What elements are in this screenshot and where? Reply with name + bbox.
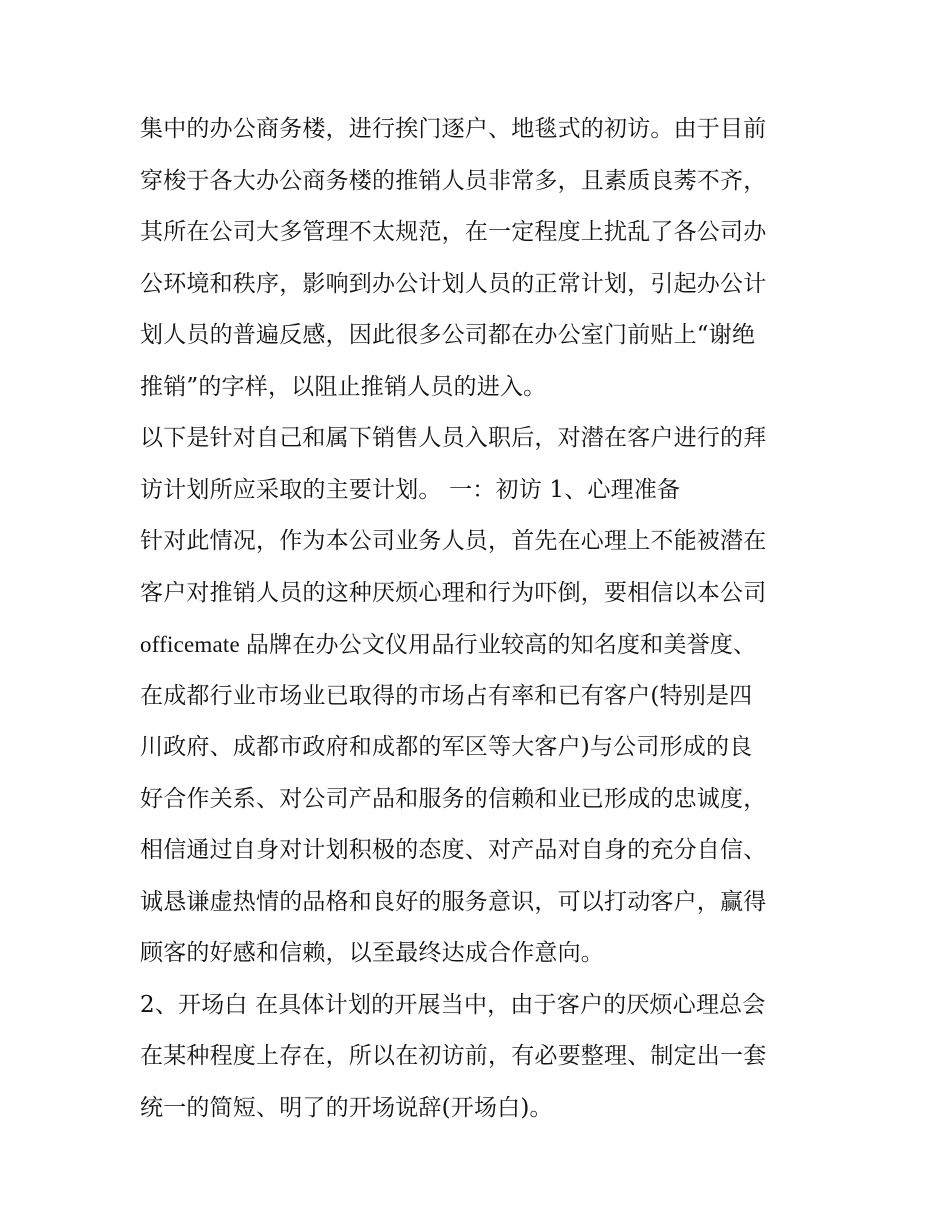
text-line: 针对此情况，作为本公司业务人员，首先在心理上不能被潜在 [140, 528, 767, 554]
text-line: 在成都行业市场业已取得的市场占有率和已有客户(特别是四 [140, 682, 753, 709]
text-line: 划人员的普遍反感，因此很多公司都在办公室门前贴上“谢绝 [140, 322, 756, 348]
text-line: 推销”的字样，以阻止推销人员的进入。 [140, 373, 547, 400]
document-body-text [140, 104, 820, 1134]
text-line: 川政府、成都市政府和成都的军区等大客户)与公司形成的良 [140, 734, 753, 760]
text-line: 公环境和秩序，影响到办公计划人员的正常计划，引起办公计 [140, 270, 767, 297]
text-line: 顾客的好感和信赖，以至最终达成合作意向。 [140, 940, 604, 966]
text-line: 其所在公司大多管理不太规范，在一定程度上扰乱了各公司办 [140, 219, 767, 245]
text-line: 相信通过自身对计划积极的态度、对产品对自身的充分自信、 [140, 837, 767, 863]
text-line: 好合作关系、对公司产品和服务的信赖和业已形成的忠诚度， [140, 785, 767, 812]
text-line: 诚恳谦虚热情的品格和良好的服务意识，可以打动客户，赢得 [140, 888, 767, 915]
text-line: 统一的简短、明了的开场说辞(开场白)。 [140, 1094, 553, 1121]
text-line: officemate 品牌在办公文仪用品行业较高的知名度和美誉度、 [140, 632, 757, 657]
text-line: 2、开场白 在具体计划的开展当中，由于客户的厌烦心理总会 [140, 991, 766, 1018]
text-line: 在某种程度上存在，所以在初访前，有必要整理、制定出一套 [140, 1043, 767, 1069]
text-line: 以下是针对自己和属下销售人员入职后，对潜在客户进行的拜 [140, 425, 767, 451]
text-line: 穿梭于各大办公商务楼的推销人员非常多，且素质良莠不齐， [140, 167, 767, 194]
text-line: 集中的办公商务楼，进行挨门逐户、地毯式的初访。由于目前 [140, 116, 767, 142]
text-line: 客户对推销人员的这种厌烦心理和行为吓倒，要相信以本公司 [140, 579, 767, 606]
text-line: 访计划所应采取的主要计划。 一：初访 1、心理准备 [140, 476, 681, 503]
